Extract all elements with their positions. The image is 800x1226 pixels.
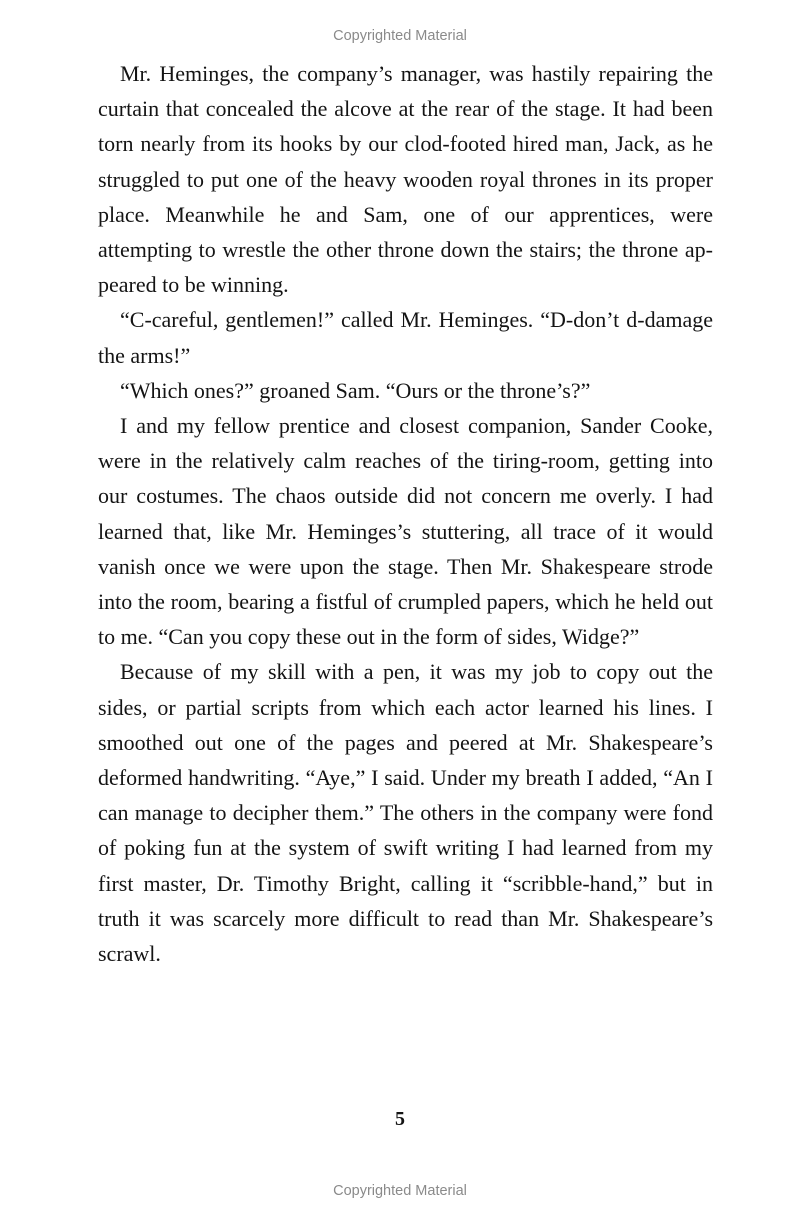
paragraph-2: “C-careful, gentlemen!” called Mr. Heminges. “D-don’t d-damage the arms!” — [98, 307, 713, 368]
paragraph-1: Mr. Heminges, the company’s manager, was hastily repairing the curtain that concealed the alcove at the rear of the stage. It had been torn nearly from its hooks by our clod-footed hired man, Jack, as he struggled to put one of the heavy wooden royal thrones in its proper place. Meanwhile he and Sam, one of our apprentices, were attempting to wrestle the other throne down the stairs; the throne appeared to be winning. — [98, 61, 713, 298]
copyright-watermark-bottom: Copyrighted Material — [333, 1183, 467, 1199]
copyright-watermark-top: Copyrighted Material — [333, 28, 467, 44]
paragraph-3: “Which ones?” groaned Sam. “Ours or the throne’s?” — [120, 377, 591, 403]
paragraph-4: I and my fellow prentice and closest companion, Sander Cooke, were in the relatively calm reaches of the tiring-room, getting into our costumes. The chaos outside did not concern me overly. I had learned that, like Mr. Heminges’s stuttering, all trace of it would vanish once we were upon the stage. Then Mr. Shakespeare strode into the room, bearing a fistful of crumpled papers, which he held out to me. “Can you copy these out in the form of sides, Widge?” — [98, 413, 713, 650]
body-text — [98, 56, 713, 971]
page-number: 5 — [395, 1108, 405, 1130]
paragraph-5: Because of my skill with a pen, it was my job to copy out the sides, or partial scripts from which each actor learned his lines. I smoothed out one of the pages and peered at Mr. Shakespeare’s deformed handwriting. “Aye,” I said. Under my breath I added, “An I can manage to decipher them.” The others in the company were fond of poking fun at the system of swift writing I had learned from my first master, Dr. Timothy Bright, calling it “scribble-hand,” but in truth it was scarcely more difficult to read than Mr. Shakespeare’s scrawl. — [98, 659, 713, 967]
